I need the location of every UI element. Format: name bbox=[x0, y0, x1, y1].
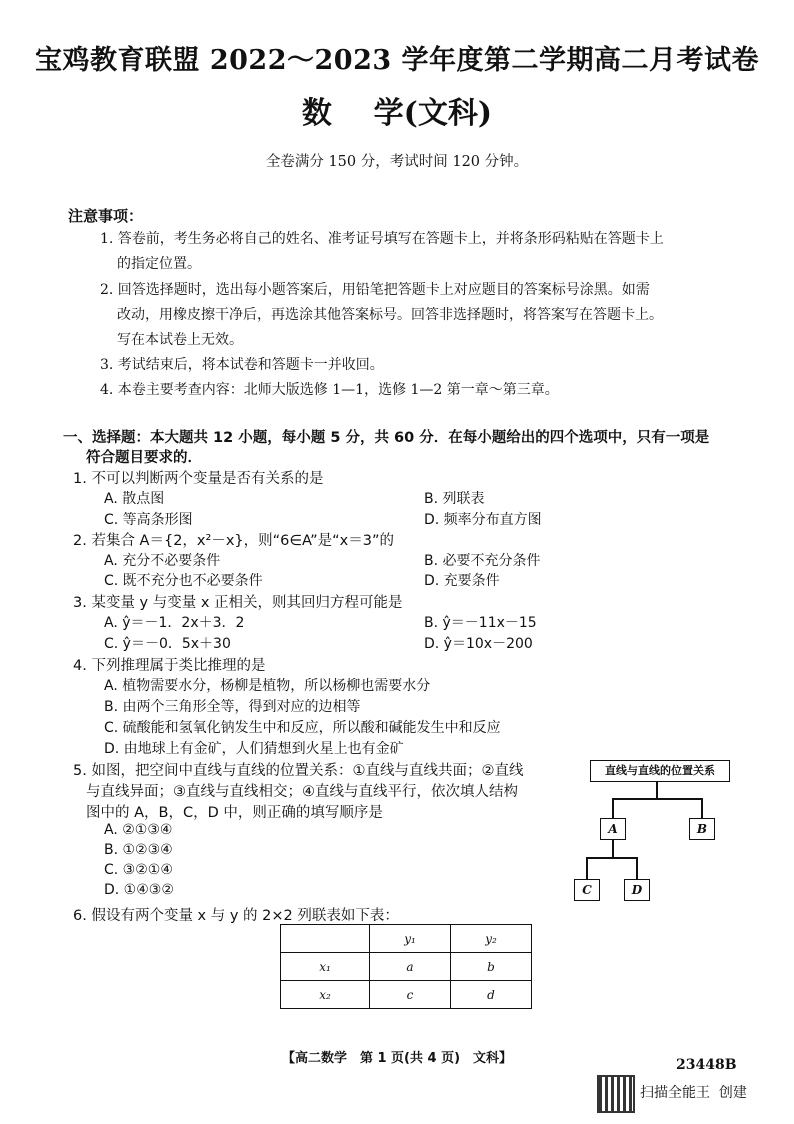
diagram-node-c: C bbox=[574, 879, 600, 901]
connector-line bbox=[636, 857, 638, 879]
page-footer: 【高二数学 第 1 页(共 4 页) 文科】 bbox=[281, 1051, 513, 1066]
option-a: A. 植物需要水分，杨柳是植物，所以杨柳也需要水分 bbox=[104, 678, 431, 694]
question-stem: 5. 如图，把空间中直线与直线的位置关系：①直线与直线共面；②直线 bbox=[73, 763, 524, 779]
table-cell: a bbox=[370, 953, 451, 981]
connector-line bbox=[701, 798, 703, 818]
table-cell bbox=[281, 925, 370, 953]
notice-line: 的指定位置。 bbox=[117, 256, 201, 272]
connector-line bbox=[656, 782, 658, 799]
section-heading-cont: 符合题目要求的． bbox=[86, 450, 202, 466]
table-row-header: x₁ bbox=[281, 953, 370, 981]
connector-line bbox=[586, 857, 637, 859]
section-heading: 一、选择题：本大题共 12 小题，每小题 5 分，共 60 分．在每小题给出的四个选项中，只有一项是 bbox=[63, 430, 710, 446]
option-b: B. ①②③④ bbox=[104, 842, 173, 858]
option-c: C. 等高条形图 bbox=[104, 512, 193, 528]
option-b: B. 列联表 bbox=[424, 491, 485, 507]
question-stem: 4. 下列推理属于类比推理的是 bbox=[73, 658, 266, 674]
paper-code: 23448B bbox=[676, 1057, 737, 1073]
diagram-node-d: D bbox=[624, 879, 650, 901]
table-row bbox=[281, 953, 532, 981]
subject-title: 数 学(文科) bbox=[301, 96, 493, 131]
option-d: D. ①④③② bbox=[104, 882, 174, 898]
contingency-table bbox=[280, 924, 532, 1009]
option-b: B. 必要不充分条件 bbox=[424, 553, 541, 569]
table-row bbox=[281, 981, 532, 1009]
question-stem: 3. 某变量 y 与变量 x 正相关，则其回归方程可能是 bbox=[73, 595, 403, 611]
option-a: A. 散点图 bbox=[104, 491, 165, 507]
table-header-cell: y₂ bbox=[451, 925, 532, 953]
notice-line: 写在本试卷上无效。 bbox=[117, 332, 243, 348]
question-stem: 6. 假设有两个变量 x 与 y 的 2×2 列联表如下表： bbox=[73, 908, 399, 924]
option-d: D. 频率分布直方图 bbox=[424, 512, 542, 528]
option-b: B. 由两个三角形全等，得到对应的边相等 bbox=[104, 699, 361, 715]
option-d: D. 由地球上有金矿，人们猜想到火星上也有金矿 bbox=[104, 741, 404, 757]
question-stem: 1. 不可以判断两个变量是否有关系的是 bbox=[73, 471, 324, 487]
option-b: B. ŷ＝－11x－15 bbox=[424, 615, 537, 631]
option-c: C. 硫酸能和氢氧化钠发生中和反应，所以酸和碱能发生中和反应 bbox=[104, 720, 501, 736]
notice-line: 改动，用橡皮擦干净后，再选涂其他答案标号。回答非选择题时，将答案写在答题卡上。 bbox=[117, 307, 663, 323]
notice-heading: 注意事项： bbox=[68, 207, 144, 225]
notice-line: 1. 答卷前，考生务必将自己的姓名、准考证号填写在答题卡上，并将条形码粘贴在答题卡上 bbox=[100, 231, 664, 247]
notice-line: 4. 本卷主要考查内容：北师大版选修 1—1，选修 1—2 第一章～第三章。 bbox=[100, 382, 559, 398]
connector-line bbox=[612, 840, 614, 858]
option-a: A. 充分不必要条件 bbox=[104, 553, 221, 569]
option-a: A. ②①③④ bbox=[104, 822, 173, 838]
diagram-node-b: B bbox=[689, 818, 715, 840]
question-stem-cont: 与直线异面；③直线与直线相交；④直线与直线平行，依次填人结构 bbox=[86, 784, 518, 800]
table-row-header: x₂ bbox=[281, 981, 370, 1009]
table-row bbox=[281, 925, 532, 953]
table-cell: d bbox=[451, 981, 532, 1009]
exam-title: 宝鸡教育联盟 2022～2023 学年度第二学期高二月考试卷 bbox=[34, 45, 760, 76]
diagram-node-a: A bbox=[600, 818, 626, 840]
table-cell: b bbox=[451, 953, 532, 981]
qr-code-icon bbox=[597, 1075, 635, 1113]
option-d: D. ŷ＝10x－200 bbox=[424, 636, 533, 652]
question-stem-cont: 图中的 A，B，C，D 中，则正确的填写顺序是 bbox=[86, 805, 383, 821]
diagram-root: 直线与直线的位置关系 bbox=[590, 760, 730, 782]
notice-line: 3. 考试结束后，将本试卷和答题卡一并收回。 bbox=[100, 357, 384, 373]
option-c: C. ③②①④ bbox=[104, 862, 173, 878]
option-a: A. ŷ＝－1．2x＋3．2 bbox=[104, 615, 245, 631]
option-d: D. 充要条件 bbox=[424, 573, 500, 589]
scanner-watermark: 扫描全能王 创建 bbox=[640, 1085, 747, 1101]
notice-line: 2. 回答选择题时，选出每小题答案后，用铅笔把答题卡上对应题目的答案标号涂黑。如需 bbox=[100, 282, 650, 298]
connector-line bbox=[586, 857, 588, 879]
option-c: C. ŷ＝－0．5x＋30 bbox=[104, 636, 231, 652]
connector-line bbox=[612, 798, 702, 800]
table-header-cell: y₁ bbox=[370, 925, 451, 953]
table-cell: c bbox=[370, 981, 451, 1009]
option-c: C. 既不充分也不必要条件 bbox=[104, 573, 263, 589]
connector-line bbox=[612, 798, 614, 818]
question-stem: 2. 若集合 A＝{2，x²－x}，则“6∈A”是“x＝3”的 bbox=[73, 533, 394, 549]
score-note: 全卷满分 150 分，考试时间 120 分钟。 bbox=[265, 154, 529, 170]
